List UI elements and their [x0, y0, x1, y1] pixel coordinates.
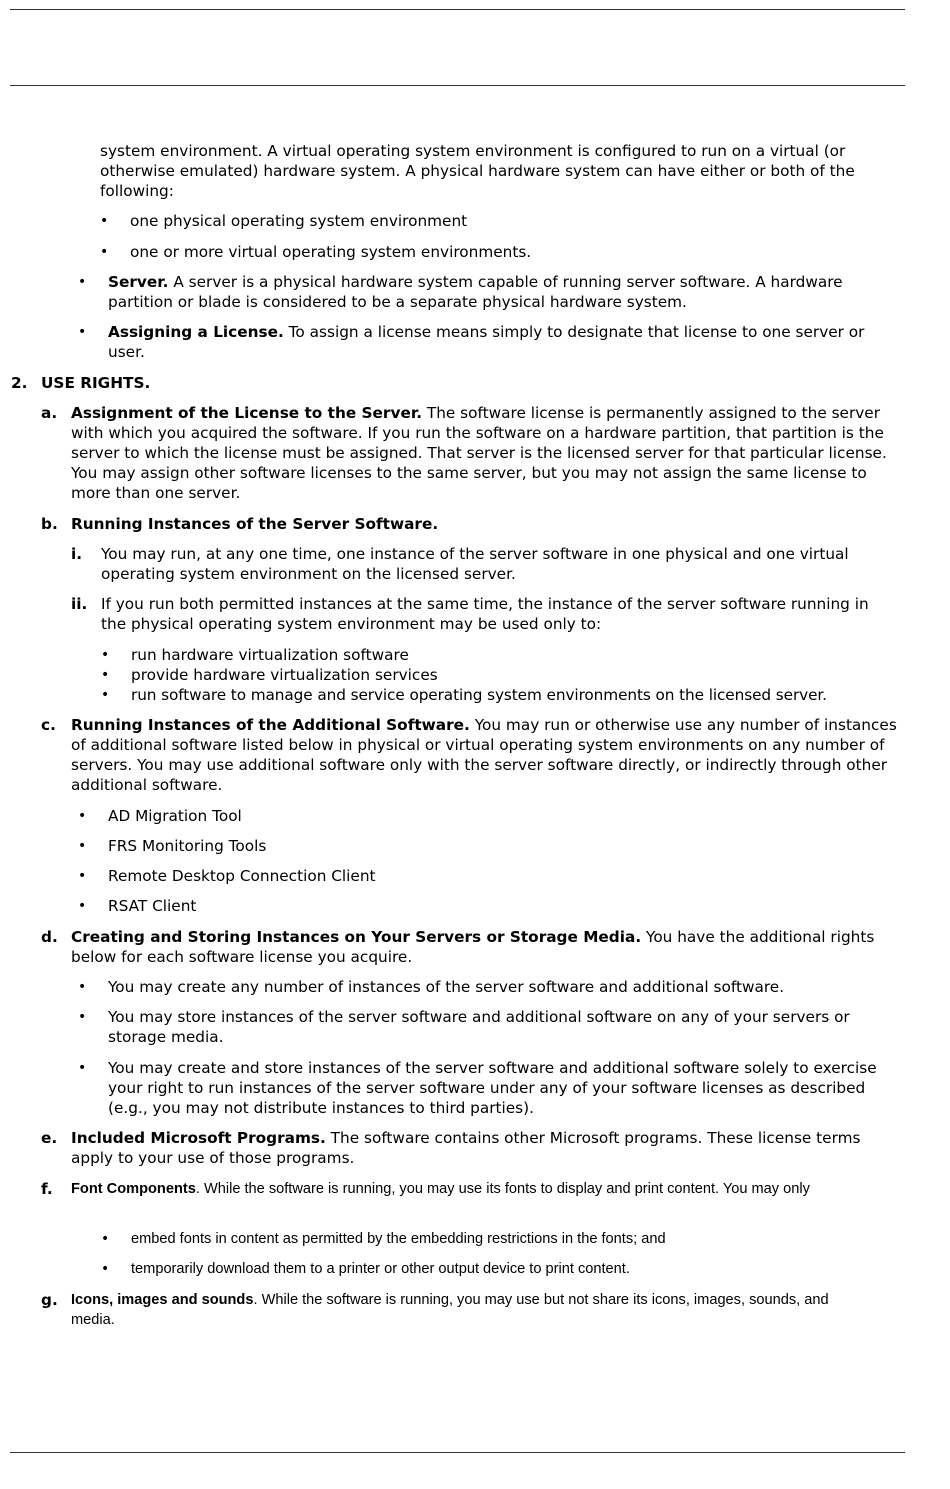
definition-server — [108, 272, 898, 312]
list-item: Remote Desktop Connection Client — [108, 867, 376, 885]
item-g — [71, 1290, 871, 1330]
item-label: e. — [41, 1129, 58, 1147]
list-item: RSAT Client — [108, 897, 197, 915]
list-item: one or more virtual operating system environments. — [130, 243, 532, 261]
item-label: d. — [41, 928, 58, 946]
item-title: Creating and Storing Instances on Your Servers or Storage Media. — [71, 928, 642, 946]
bullet: • — [78, 324, 87, 340]
item-title: Included Microsoft Programs. — [71, 1129, 326, 1147]
item-text: You have the additional rights below for each software license you acquire. — [71, 928, 875, 966]
item-text: You may run or otherwise use any number of instances of additional software listed below in physical or virtual operating system environments on any number of servers. You may use additional software only with the server software directly, or indirectly through other additional software. — [71, 716, 897, 794]
item-text: The software license is permanently assigned to the server with which you acquired the software. If you run the software on a hardware partition, that partition is the server to which the license must be assigned. That server is the licensed server for that particular license. You may assign other software licenses to the same server, but you may not assign the same license to more than one server. — [71, 404, 887, 502]
list-item: AD Migration Tool — [108, 807, 242, 825]
bullet: • — [78, 808, 87, 824]
item-label: b. — [41, 515, 58, 533]
list-item: You may store instances of the server software and additional software on any of your servers or storage media. — [108, 1008, 850, 1046]
item-e — [71, 1128, 891, 1168]
subitem-label: i. — [71, 545, 83, 563]
list-item: one physical operating system environment — [130, 212, 468, 230]
bullet: • — [101, 1231, 110, 1247]
top-rule — [10, 9, 905, 10]
footer-rule — [10, 1452, 905, 1453]
item-title: Running Instances of the Additional Software. — [71, 716, 470, 734]
bullet: • — [78, 868, 87, 884]
term: Assigning a License. — [108, 323, 284, 341]
item-f — [71, 1179, 901, 1199]
bullet: • — [100, 213, 109, 229]
bullet: • — [101, 1261, 110, 1277]
bullet: • — [78, 898, 87, 914]
item-title: Running Instances of the Server Software. — [71, 515, 439, 533]
bullet: • — [78, 1009, 87, 1025]
definition-text: To assign a license means simply to designate that license to one server or user. — [108, 323, 865, 361]
bullet: • — [78, 979, 87, 995]
bullet: • — [101, 687, 110, 703]
bullet: • — [78, 838, 87, 854]
header-rule — [10, 85, 905, 86]
bullet: • — [101, 647, 110, 663]
item-label: a. — [41, 404, 58, 422]
section-number: 2. — [11, 374, 28, 392]
bullet: • — [78, 274, 87, 290]
list-item: You may create and store instances of the server software and additional software solely to exercise your right to run instances of the server software under any of your software licenses as described (e.g., you may not distribute instances to third parties). — [108, 1059, 877, 1117]
item-text: . While the software is running, you may use its fonts to display and print content. You may only — [195, 1181, 810, 1197]
definition-text: A server is a physical hardware system capable of running server software. A hardware partition or blade is considered to be a separate physical hardware system. — [108, 273, 843, 311]
item-text: . While the software is running, you may use but not share its icons, images, sounds, and media. — [71, 1292, 829, 1328]
bullet: • — [100, 244, 109, 260]
section-title: USE RIGHTS. — [41, 374, 151, 392]
definition-assigning-license — [108, 322, 868, 362]
subitem-label: ii. — [71, 595, 88, 613]
item-label: f. — [41, 1180, 53, 1198]
item-label: c. — [41, 716, 56, 734]
intro-paragraph: system environment. A virtual operating system environment is configured to run on a virtual (or otherwise emulated) hardware system. A physical hardware system can have either or both of the following: — [100, 142, 855, 200]
item-label: g. — [41, 1291, 58, 1309]
item-b — [71, 514, 901, 534]
list-item: provide hardware virtualization services — [131, 666, 438, 684]
subitem-ii: If you run both permitted instances at the same time, the instance of the server software running in the physical operating system environment may be used only to: — [101, 595, 869, 633]
item-title: Font Components — [71, 1181, 196, 1197]
list-item: FRS Monitoring Tools — [108, 837, 267, 855]
item-title: Assignment of the License to the Server. — [71, 404, 422, 422]
item-d — [71, 927, 901, 967]
item-text: The software contains other Microsoft programs. These license terms apply to your use of those programs. — [71, 1129, 861, 1167]
list-item: temporarily download them to a printer or other output device to print content. — [131, 1261, 630, 1277]
list-item: You may create any number of instances of the server software and additional software. — [108, 978, 785, 996]
bullet: • — [78, 1060, 87, 1076]
subitem-i: You may run, at any one time, one instance of the server software in one physical and one virtual operating system environment on the licensed server. — [101, 545, 849, 583]
list-item: embed fonts in content as permitted by the embedding restrictions in the fonts; and — [131, 1231, 666, 1247]
item-c — [71, 715, 901, 795]
item-a — [71, 403, 901, 503]
item-title: Icons, images and sounds — [71, 1292, 254, 1308]
list-item: run software to manage and service operating system environments on the licensed server. — [131, 686, 827, 704]
term: Server. — [108, 273, 169, 291]
bullet: • — [101, 667, 110, 683]
list-item: run hardware virtualization software — [131, 646, 409, 664]
